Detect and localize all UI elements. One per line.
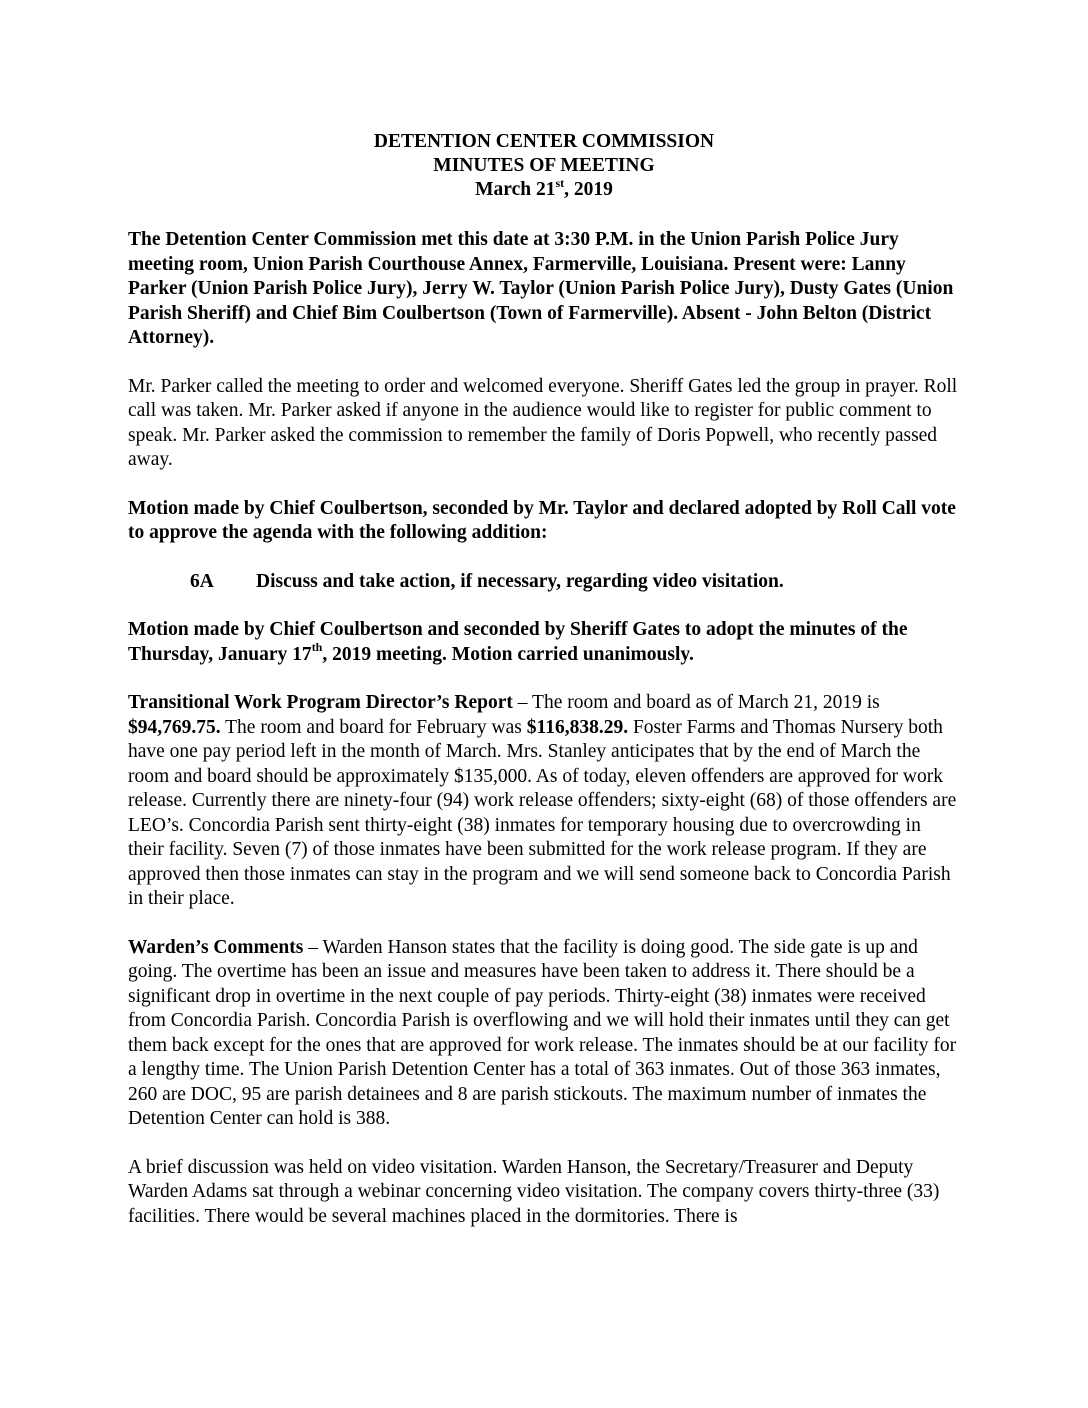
motion-agenda-paragraph: Motion made by Chief Coulbertson, seconded by Mr. Taylor and declared adopted by Roll Call vote to approve the agenda with the following addition: <box>128 497 956 543</box>
attendance-paragraph: The Detention Center Commission met this date at 3:30 P.M. in the Union Parish Police Jury meeting room, Union Parish Courthouse Annex, Farmerville, Louisiana. Present were: Lanny Parker (Union Parish Police Jury), Jerry W. Taylor (Union Parish Police Jury), Dusty Gates (Union Parish Sheriff) and Chief Bim Coulbertson (Town of Farmerville). Absent - John Belton (District Attorney). <box>128 229 954 348</box>
room-board-amount-february: $116,838.29. <box>526 716 629 738</box>
meeting-date-year: , 2019 <box>564 179 613 200</box>
warden-comments-heading: Warden’s Comments <box>128 936 304 958</box>
motion-minutes-text-1: Motion made by Chief Coulbertson and seconded by Sheriff Gates to adopt the minutes of the Thursday, January 17 <box>128 619 908 665</box>
twp-report-text-3: Foster Farms and Thomas Nursery both have one pay period left in the month of March. Mrs. Stanley anticipates that by the end of March the room and board should be approximately $135,000. As of today, eleven offenders are approved for work release. Currently there are ninety-four (94) work release offenders; sixty-eight (68) of those offenders are LEO’s. Concordia Parish sent thirty-eight (38) inmates for temporary housing due to overcrowding in their facility. Seven (7) of those inmates have been submitted for the work release program. If they are approved then those inmates can stay in the program and we will send someone back to Concordia Parish in their place. <box>128 716 957 909</box>
document-body <box>128 228 961 1253</box>
motion-minutes-paragraph <box>128 618 961 667</box>
video-visitation-paragraph: A brief discussion was held on video visitation. Warden Hanson, the Secretary/Treasurer and Deputy Warden Adams sat through a webinar concerning video visitation. The company covers thirty-three (33) facilities. There would be several machines placed in the dormitories. There is <box>128 1156 940 1227</box>
warden-comments-text: – Warden Hanson states that the facility is doing good. The side gate is up and going. The overtime has been an issue and measures have been taken to address it. There should be a significant drop in overtime in the next couple of pay periods. Thirty-eight (38) inmates were received from Concordia Parish. Concordia Parish is overflowing and we will hold their inmates until they can get them back except for the ones that are approved for work release. The inmates should be at our facility for a lengthy time. The Union Parish Detention Center has a total of 363 inmates. Out of those 363 inmates, 260 are DOC, 95 are parish detainees and 8 are parish stickouts. The maximum number of inmates the Detention Center can hold is 388. <box>128 936 957 1129</box>
meeting-date <box>0 175 1088 202</box>
agenda-item-number: 6A <box>190 570 214 592</box>
twp-report-text-1: – The room and board as of March 21, 2019 is <box>512 692 880 713</box>
twp-report-heading: Transitional Work Program Director’s Report <box>128 692 513 713</box>
motion-minutes-ordinal: th <box>311 640 323 654</box>
meeting-date-ordinal: st <box>555 175 565 190</box>
document-header <box>0 130 1088 202</box>
opening-paragraph: Mr. Parker called the meeting to order and welcomed everyone. Sheriff Gates led the group in prayer. Roll call was taken. Mr. Parker asked if anyone in the audience would like to register for public comment to speak. Mr. Parker asked the commission to remember the family of Doris Popwell, who recently passed away. <box>128 375 958 470</box>
warden-comments-paragraph <box>128 936 961 1132</box>
twp-report-paragraph <box>128 691 961 912</box>
commission-title: DETENTION CENTER COMMISSION <box>373 131 715 152</box>
twp-report-text-2: The room and board for February was <box>220 716 527 738</box>
room-board-amount-march: $94,769.75. <box>128 716 221 738</box>
agenda-addition-item <box>128 570 961 595</box>
meeting-date-prefix: March 21 <box>475 179 556 200</box>
agenda-item-text: Discuss and take action, if necessary, regarding video visitation. <box>256 570 784 592</box>
motion-minutes-text-2: , 2019 meeting. Motion carried unanimously. <box>322 643 694 665</box>
minutes-title: MINUTES OF MEETING <box>433 155 655 176</box>
